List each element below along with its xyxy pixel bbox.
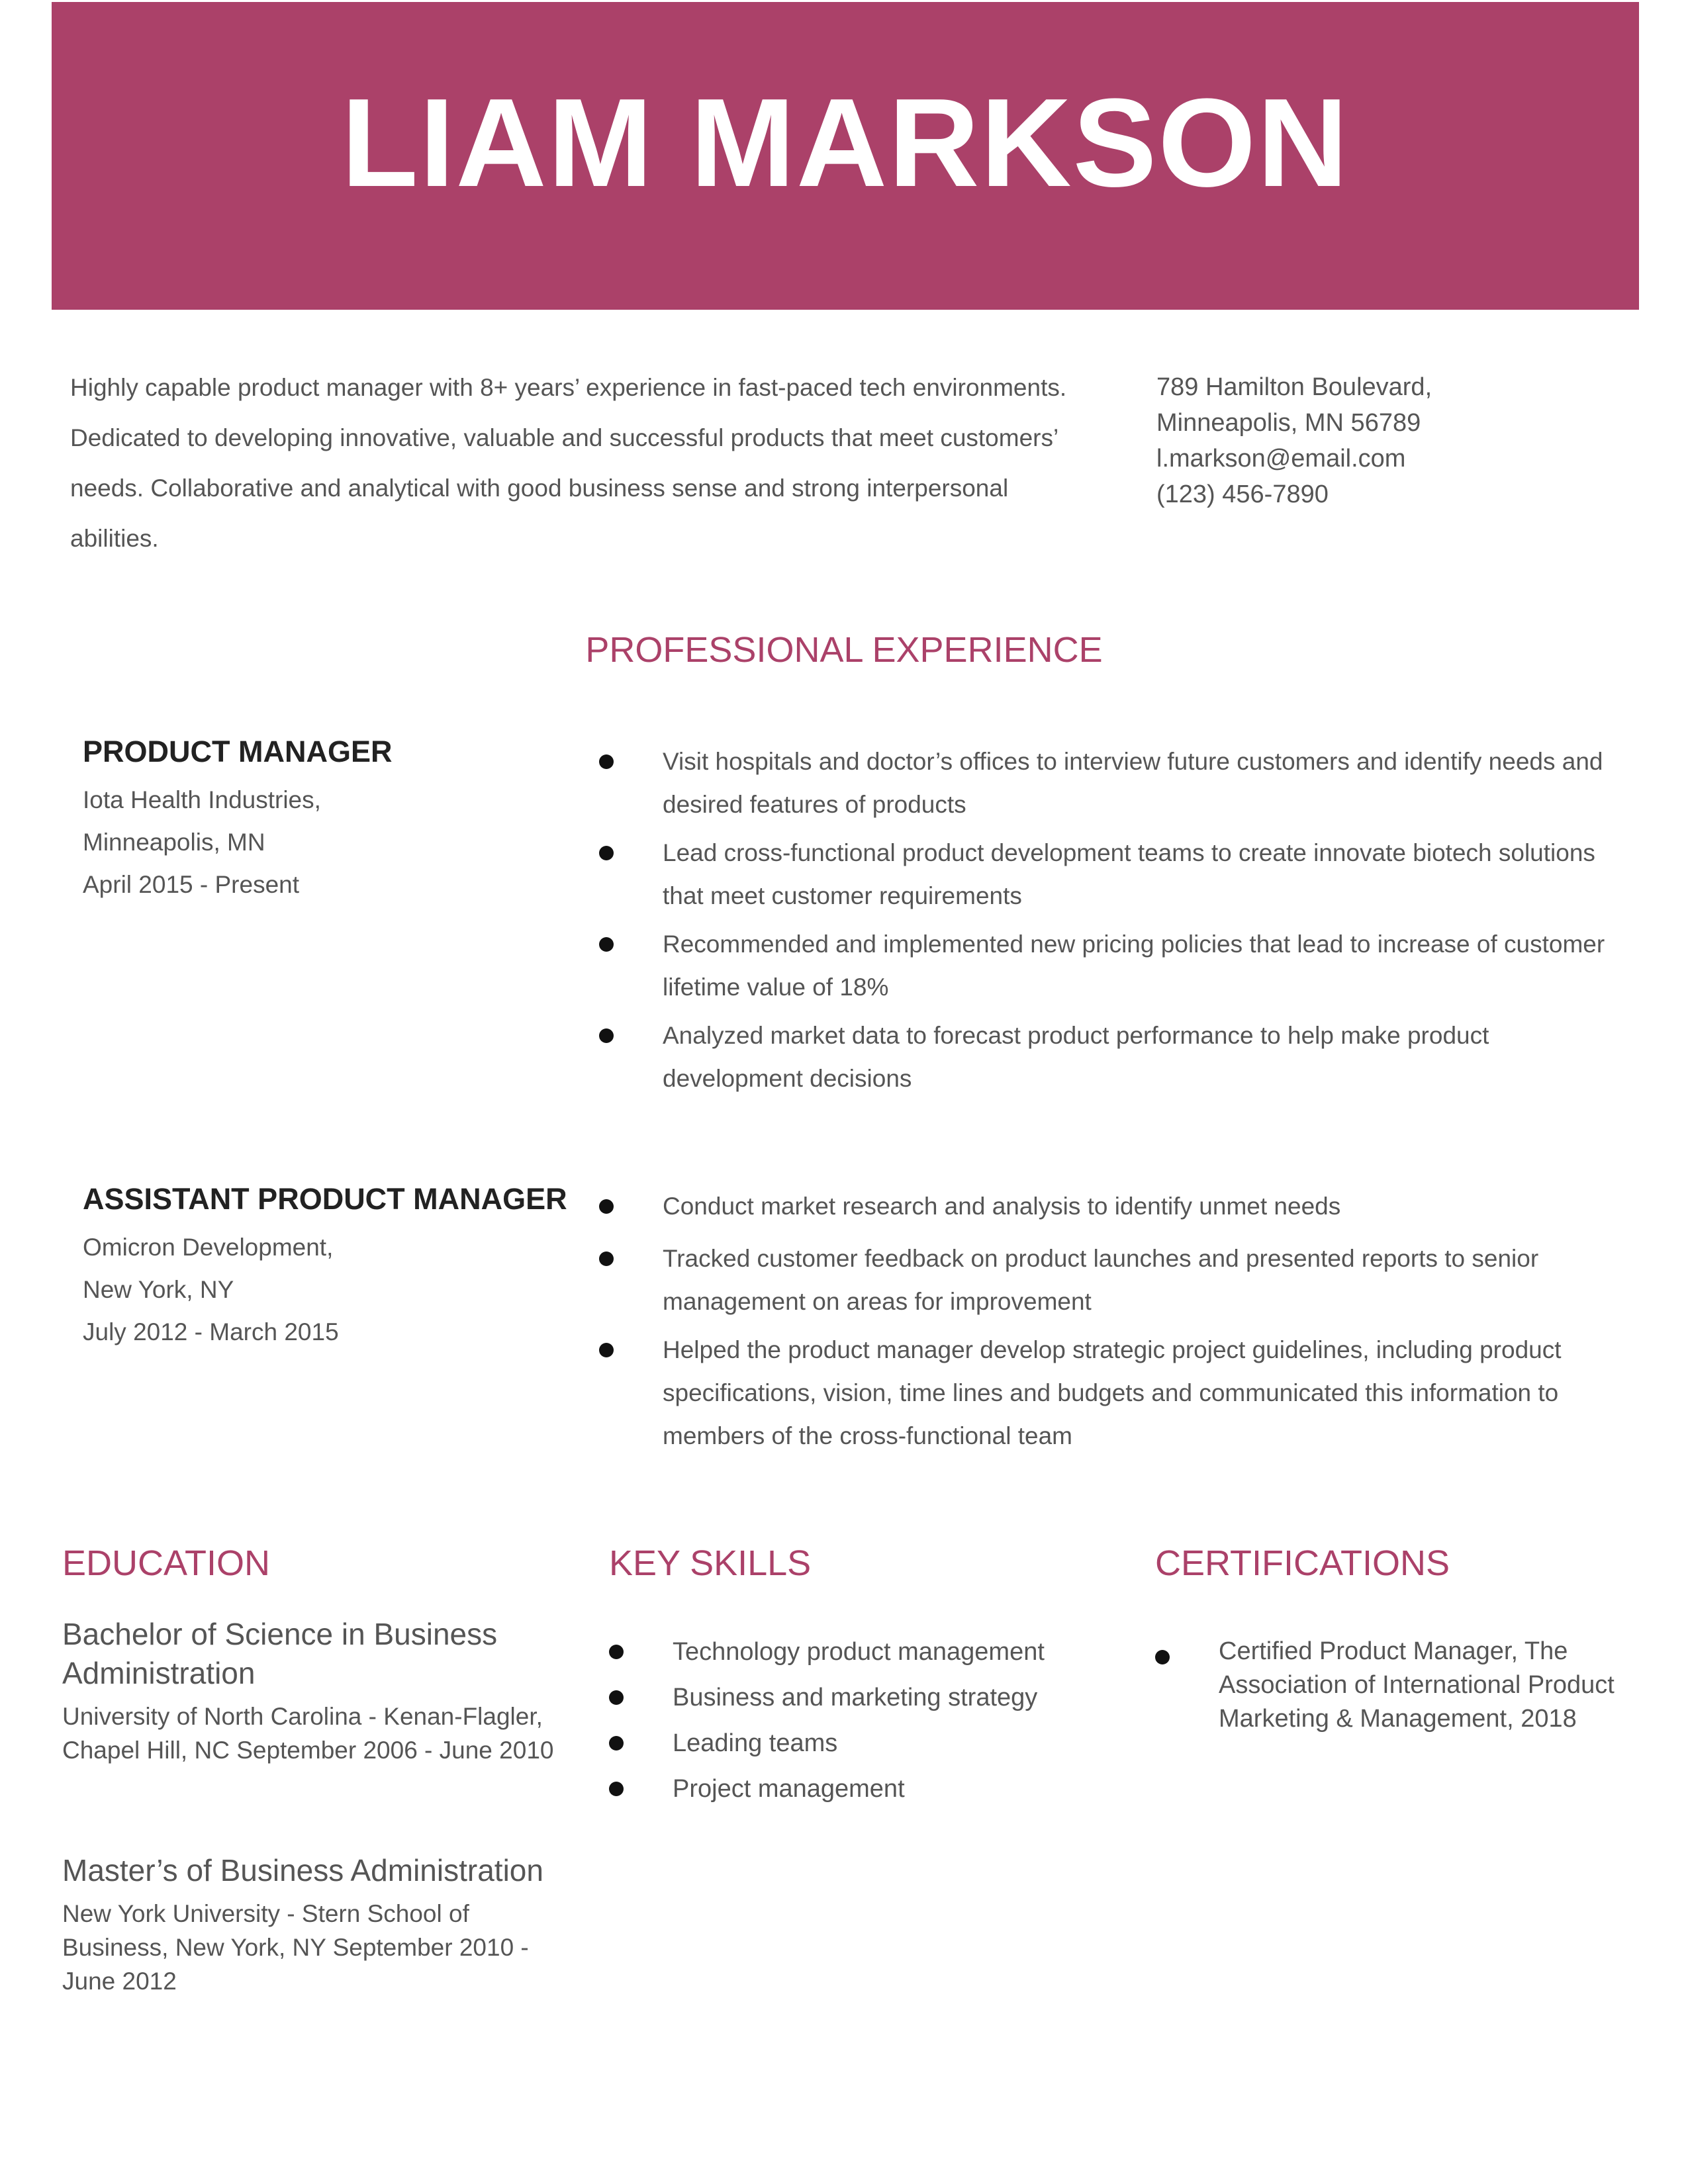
skill-item: Project management: [609, 1766, 1112, 1812]
certifications-section-title: CERTIFICATIONS: [1155, 1543, 1450, 1583]
contact-block: [1156, 369, 1620, 512]
job-meta: [83, 1226, 339, 1353]
education-section-title: EDUCATION: [62, 1543, 271, 1583]
bullet-icon: [599, 1028, 614, 1043]
bullet-item: Helped the product manager develop strategic project guidelines, including product specifications, vision, time lines and budgets and communicated this information to members of the cross-functional team: [599, 1328, 1605, 1457]
bullet-item: Recommended and implemented new pricing policies that lead to increase of customer lifetime value of 18%: [599, 923, 1605, 1009]
bullet-icon: [609, 1690, 624, 1705]
bullet-item: Tracked customer feedback on product launches and presented reports to senior management on areas for improvement: [599, 1237, 1605, 1323]
degree: Bachelor of Science in Business Administration: [62, 1617, 498, 1690]
bullet-item: Analyzed market data to forecast product performance to help make product development decisions: [599, 1014, 1605, 1100]
job-title: PRODUCT MANAGER: [83, 735, 393, 768]
job-title: ASSISTANT PRODUCT MANAGER: [83, 1182, 567, 1216]
skills-list: [609, 1629, 1112, 1812]
summary-text: Highly capable product manager with 8+ years’ experience in fast-paced tech environments. Dedicated to developing innovative, valuable and successful products that meet customers’ needs. Collaborative and analytical with good business sense and strong interpersonal abilities.: [70, 374, 1067, 552]
job-dates: July 2012 - March 2015: [83, 1318, 339, 1345]
bullet-icon: [599, 937, 614, 952]
job-company: Omicron Development,: [83, 1234, 334, 1261]
job-location: Minneapolis, MN: [83, 829, 265, 856]
bullet-icon: [609, 1645, 624, 1659]
skill-item: Technology product management: [609, 1629, 1112, 1675]
bullet-icon: [1155, 1650, 1170, 1664]
bullet-item: Lead cross-functional product development teams to create innovate biotech solutions that meet customer requirements: [599, 831, 1605, 917]
bullet-icon: [609, 1782, 624, 1796]
institution: University of North Carolina - Kenan-Flagler, Chapel Hill, NC September 2006 - June 2010: [62, 1703, 554, 1764]
job-bullets: [599, 740, 1605, 1100]
bullet-icon: [599, 1343, 614, 1357]
bullet-icon: [599, 1199, 614, 1214]
bullet-icon: [599, 754, 614, 769]
institution: New York University - Stern School of Business, New York, NY September 2010 - June 2012: [62, 1900, 529, 1995]
education-item: [62, 1615, 565, 1767]
header-banner: [52, 2, 1639, 310]
skill-item: Leading teams: [609, 1721, 1112, 1766]
bullet-icon: [609, 1736, 624, 1751]
job-bullets: [599, 1185, 1605, 1457]
skills-section-title: KEY SKILLS: [609, 1543, 812, 1583]
address-line-1: 789 Hamilton Boulevard,: [1156, 373, 1432, 401]
bullet-icon: [599, 1251, 614, 1266]
degree: Master’s of Business Administration: [62, 1853, 543, 1888]
skill-item: Business and marketing strategy: [609, 1675, 1112, 1721]
job-company: Iota Health Industries,: [83, 786, 321, 813]
certifications-list: [1155, 1635, 1632, 1736]
bullet-item: Visit hospitals and doctor’s offices to interview future customers and identify needs and desired features of products: [599, 740, 1605, 826]
job-meta: [83, 779, 321, 906]
phone: (123) 456-7890: [1156, 480, 1329, 508]
bullet-item: Conduct market research and analysis to identify unmet needs: [599, 1185, 1605, 1228]
address-line-2: Minneapolis, MN 56789: [1156, 409, 1421, 437]
email: l.markson@email.com: [1156, 445, 1406, 473]
bullet-icon: [599, 846, 614, 860]
candidate-name: LIAM MARKSON: [341, 72, 1350, 213]
education-item: [62, 1851, 565, 1998]
job-location: New York, NY: [83, 1276, 234, 1303]
certification-item: Certified Product Manager, The Association of International Product Marketing & Management, 2018: [1155, 1635, 1632, 1736]
job-dates: April 2015 - Present: [83, 871, 300, 898]
experience-section-title: PROFESSIONAL EXPERIENCE: [585, 630, 1103, 670]
